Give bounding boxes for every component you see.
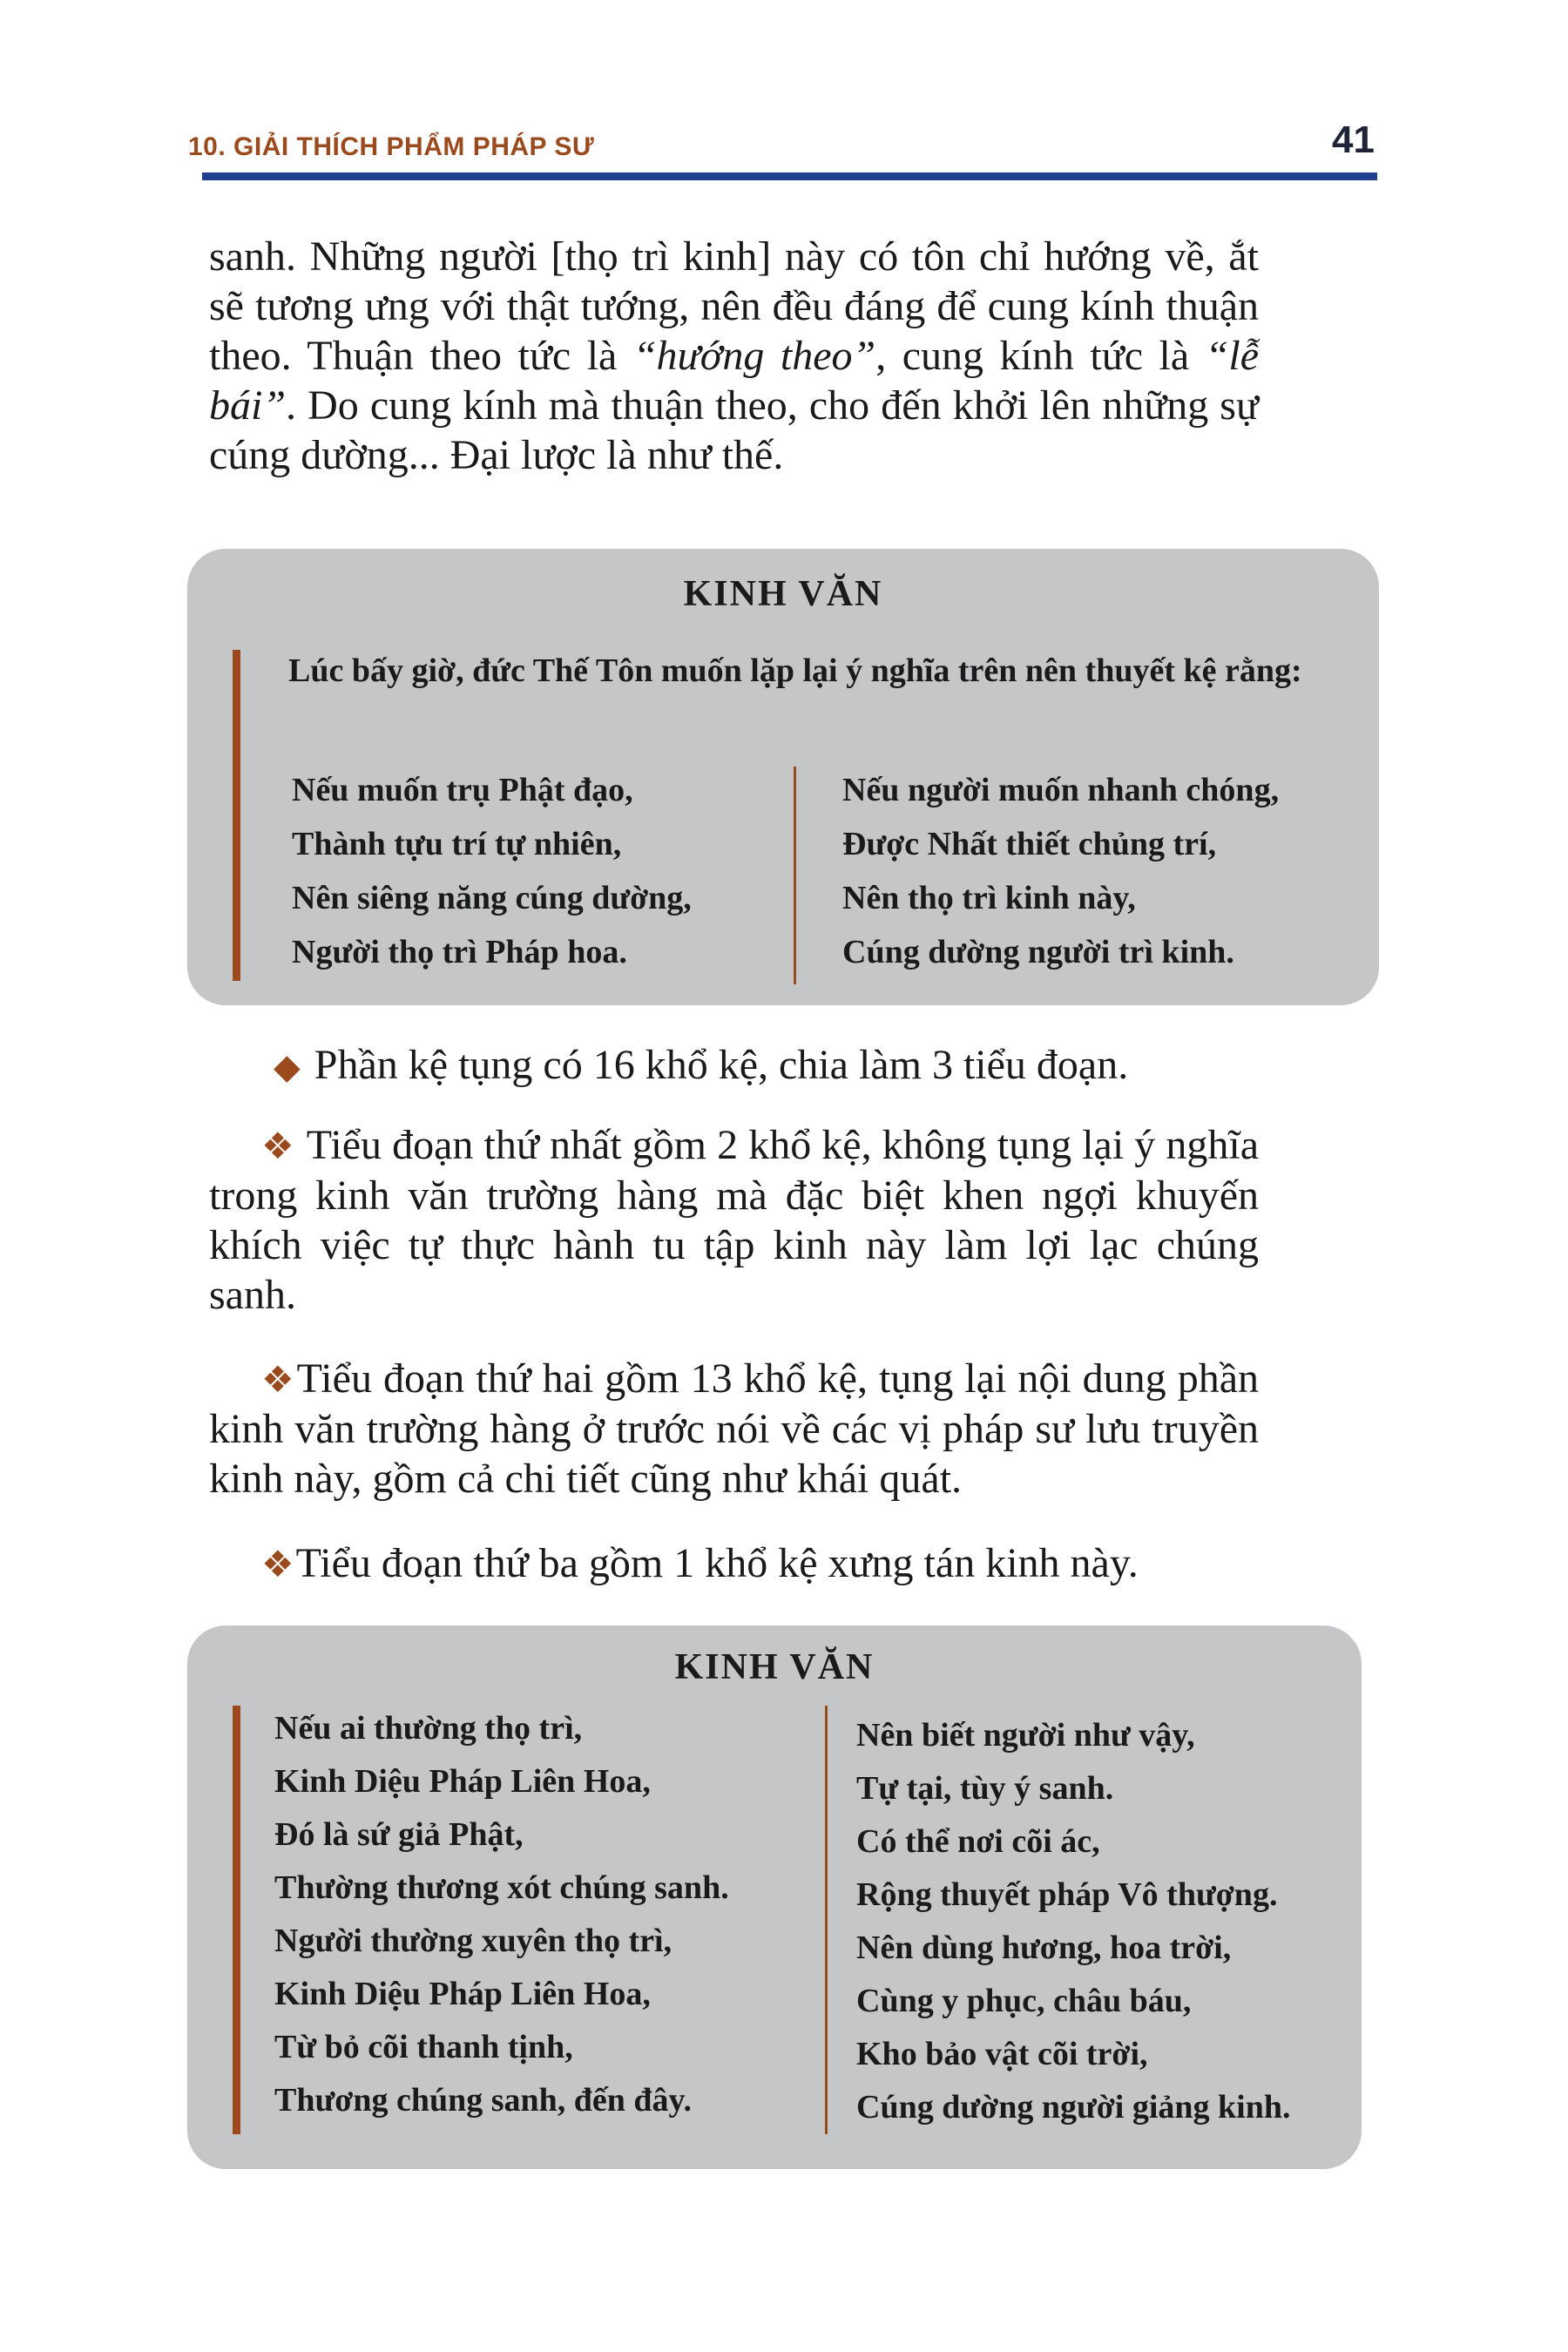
chapter-header: 10. GIẢI THÍCH PHẨM PHÁP SƯ [188, 132, 595, 161]
florette-bullet-icon: ❖ [261, 1358, 295, 1401]
florette-bullet-icon: ❖ [261, 1543, 294, 1585]
verse-line: Kinh Diệu Pháp Liên Hoa, [274, 1976, 651, 2012]
verse-line: Nên thọ trì kinh này, [842, 880, 1136, 916]
verse-line: Kinh Diệu Pháp Liên Hoa, [274, 1763, 651, 1800]
verse-line: Từ bỏ cõi thanh tịnh, [274, 2029, 573, 2065]
verse-accent-bar [233, 650, 240, 981]
verse-line: Nếu người muốn nhanh chóng, [842, 772, 1280, 808]
verse-column-right [842, 763, 1365, 979]
florette-bullet-icon: ❖ [261, 1125, 294, 1167]
italic-quote: “hướng theo” [632, 333, 876, 379]
text-segment: sanh. Những người [thọ trì kinh] này có tôn chỉ hướng về, ắt sẽ tương ưng với thật tướng, nên đều đáng để cung kính thuận theo. Thuận theo tức là [209, 233, 1259, 379]
verse-line: Người thường xuyên thọ trì, [274, 1923, 672, 1959]
verse-line: Cùng y phục, châu báu, [856, 1983, 1192, 2019]
note-paragraph [209, 1538, 1259, 1589]
note-paragraph [209, 1354, 1259, 1504]
verse-column-left [292, 763, 780, 979]
verse-line: Tự tại, tùy ý sanh. [856, 1770, 1114, 1807]
text-segment: . Do cung kính mà thuận theo, cho đến khởi lên những sự cúng dường... Đại lược là như thế. [209, 382, 1259, 478]
verse-line: Cúng dường người giảng kinh. [856, 2089, 1291, 2126]
verse-line: Nên biết người như vậy, [856, 1717, 1195, 1754]
body-paragraph [209, 232, 1259, 480]
column-divider [825, 1706, 828, 2134]
verse-intro: Lúc bấy giờ, đức Thế Tôn muốn lặp lại ý nghĩa trên nên thuyết kệ rằng: [288, 652, 1302, 689]
verse-line: Cúng dường người trì kinh. [842, 934, 1234, 970]
verse-line: Nên dùng hương, hoa trời, [856, 1930, 1232, 1966]
verse-line: Thương chúng sanh, đến đây. [274, 2082, 692, 2119]
verse-line: Nên siêng năng cúng dường, [292, 880, 692, 916]
verse-column-left [274, 1702, 810, 2127]
text-segment: Tiểu đoạn thứ hai gồm 13 khổ kệ, tụng lại nội dung phần kinh văn trường hàng ở trước nói về các vị pháp sư lưu truyền kinh này, gồm cả chi tiết cũng như khái quát. [209, 1355, 1259, 1502]
verse-line: Thành tựu trí tự nhiên, [292, 826, 622, 862]
verse-line: Được Nhất thiết chủng trí, [842, 826, 1217, 862]
note-paragraph [209, 1120, 1259, 1320]
verse-line: Kho bảo vật cõi trời, [856, 2036, 1148, 2072]
header-rule [202, 172, 1377, 180]
note-paragraph [209, 1040, 1259, 1092]
text-segment: Tiểu đoạn thứ ba gồm 1 khổ kệ xưng tán kinh này. [295, 1540, 1139, 1586]
kinh-van-box-1 [187, 549, 1379, 1005]
text-segment: Tiểu đoạn thứ nhất gồm 2 khổ kệ, không tụng lại ý nghĩa trong kinh văn trường hàng mà đặc biệt khen ngợi khuyến khích việc tự thực hành tu tập kinh này làm lợi lạc chúng sanh. [209, 1122, 1259, 1318]
verse-line: Rộng thuyết pháp Vô thượng. [856, 1876, 1278, 1913]
verse-line: Đó là sứ giả Phật, [274, 1816, 524, 1853]
text-segment: Phần kệ tụng có 16 khổ kệ, chia làm 3 tiểu đoạn. [314, 1042, 1129, 1088]
kinh-van-title: KINH VĂN [683, 574, 883, 614]
page-number: 41 [1332, 118, 1375, 161]
verse-line: Nếu ai thường thọ trì, [274, 1710, 583, 1747]
verse-line: Người thọ trì Pháp hoa. [292, 934, 627, 970]
kinh-van-box-2 [187, 1625, 1362, 2169]
column-divider [794, 767, 796, 984]
text-segment: , cung kính tức là [875, 333, 1206, 379]
verse-line: Nếu muốn trụ Phật đạo, [292, 772, 633, 808]
verse-accent-bar [233, 1706, 240, 2134]
kinh-van-title: KINH VĂN [674, 1647, 875, 1687]
verse-column-right [856, 1709, 1348, 2134]
italic-quote: “lễ bái” [209, 333, 1260, 429]
diamond-bullet-icon: ◆ [274, 1047, 301, 1087]
verse-line: Thường thương xót chúng sanh. [274, 1869, 729, 1906]
verse-line: Có thể nơi cõi ác, [856, 1823, 1100, 1860]
